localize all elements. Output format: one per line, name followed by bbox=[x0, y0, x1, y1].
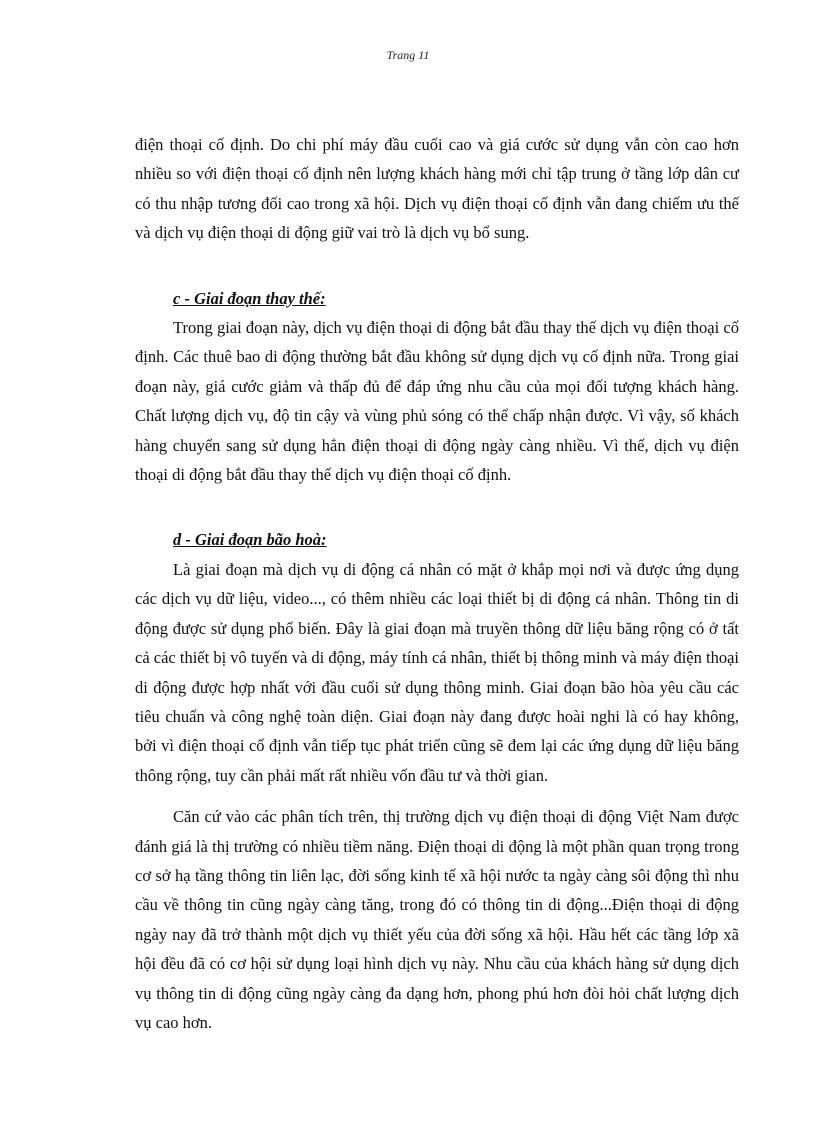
document-body bbox=[135, 130, 739, 1037]
paragraph-saturation-stage: Là giai đoạn mà dịch vụ di động cá nhân có mặt ở khắp mọi nơi và được ứng dụng các dịch vụ dữ liệu, video..., có thêm nhiều các loại thiết bị di động cá nhân. Thông tin di động được sử dụng phổ biến. Đây là giai đoạn mà truyền thông dữ liệu băng rộng có ở tất cả các thiết bị vô tuyến và di động, máy tính cá nhân, thiết bị thông minh và máy điện thoại di động được hợp nhất với đầu cuối sử dụng thông minh. Giai đoạn bão hòa yêu cầu các tiêu chuẩn và công nghệ toàn diện. Giai đoạn này đang được hoài nghi là có hay không, bởi vì điện thoại cố định vẫn tiếp tục phát triển cũng sẽ đem lại các ứng dụng dữ liệu băng thông rộng, tuy cần phải mất rất nhiều vốn đầu tư và thời gian. bbox=[135, 559, 739, 785]
paragraph-conclusion: Căn cứ vào các phân tích trên, thị trường dịch vụ điện thoại di động Việt Nam được đánh giá là thị trường có nhiều tiềm năng. Điện thoại di động là một phần quan trọng trong cơ sở hạ tầng thông tin liên lạc, đời sống kinh tế xã hội nước ta ngày càng sôi động thì nhu cầu về thông tin cũng ngày càng tăng, trong đó có thông tin di động...Điện thoại di động ngày nay đã trở thành một dịch vụ thiết yếu của đời sống xã hội. Hầu hết các tầng lớp xã hội đều đã có cơ hội sử dụng loại hình dịch vụ này. Nhu cầu của khách hàng sử dụng dịch vụ thông tin di động cũng ngày càng đa dạng hơn, phong phú hơn đòi hỏi chất lượng dịch vụ cao hơn. bbox=[135, 807, 739, 1032]
section-heading-c: c - Giai đoạn thay thế: bbox=[173, 288, 326, 308]
page-number-header: Trang 11 bbox=[386, 48, 430, 62]
paragraph-intro: điện thoại cố định. Do chi phí máy đầu cuối cao và giá cước sử dụng vẫn còn cao hơn nhiều so với điện thoại cố định nên lượng khách hàng mới chỉ tập trung ở tầng lớp dân cư có thu nhập tương đối cao trong xã hội. Dịch vụ điện thoại cố định vẫn đang chiếm ưu thế và dịch vụ điện thoại di động giữ vai trò là dịch vụ bổ sung. bbox=[135, 135, 739, 243]
section-heading-d: d - Giai đoạn bão hoà: bbox=[173, 530, 327, 550]
paragraph-replacement-stage: Trong giai đoạn này, dịch vụ điện thoại di động bắt đầu thay thế dịch vụ điện thoại cố định. Các thuê bao di động thường bắt đầu không sử dụng dịch vụ cố định nữa. Trong giai đoạn này, giá cước giảm và thấp đủ để đáp ứng nhu cầu của mọi đối tượng khách hàng. Chất lượng dịch vụ, độ tin cậy và vùng phủ sóng có thể chấp nhận được. Vì vậy, số khách hàng chuyển sang sử dụng hẳn điện thoại di động ngày càng nhiều. Vì thế, dịch vụ điện thoại di động bắt đầu thay thế dịch vụ điện thoại cố định. bbox=[135, 318, 739, 485]
